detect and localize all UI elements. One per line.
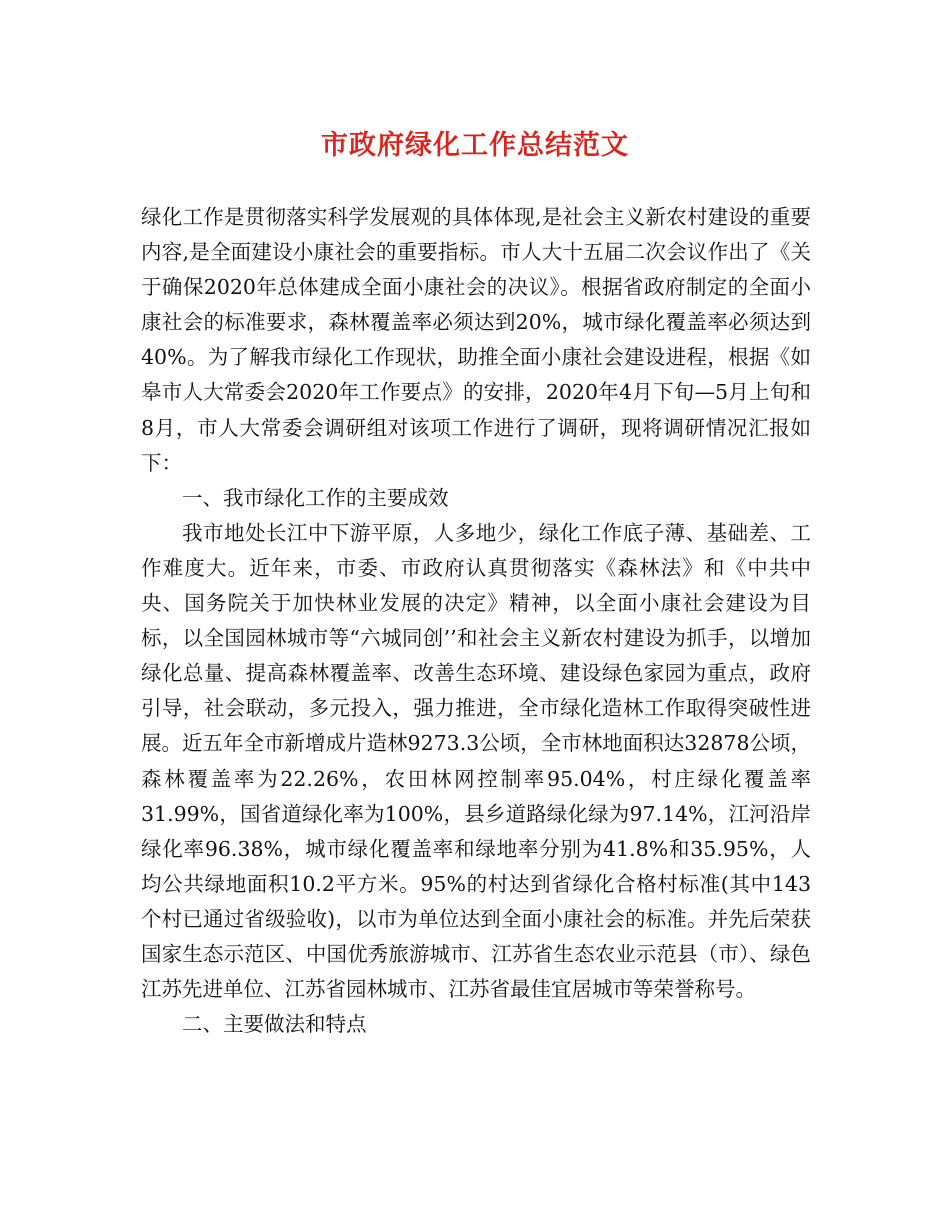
achievements-paragraph: 我市地处长江中下游平原，人多地少，绿化工作底子薄、基础差、工作难度大。近年来，市委、市政府认真贯彻落实《森林法》和《中共中央、国务院关于加快林业发展的决定》精神，以全面小康社会建设为目标，以全国园林城市等“六城同创’’和社会主义新农村建设为抓手，以增加绿化总量、提高森林覆盖率、改善生态环境、建设绿色家园为重点，政府引导，社会联动，多元投入，强力推进，全市绿化造林工作取得突破性进展。近五年全市新增成片造林9273.3公顷，全市林地面积达32878公顷，森林覆盖率为22.26%，农田林网控制率95.04%，村庄绿化覆盖率31.99%，国省道绿化率为100%，县乡道路绿化绿为97.14%，江河沿岸绿化率96.38%，城市绿化覆盖率和绿地率分别为41.8%和35.95%，人均公共绿地面积10.2平方米。95%的村达到省绿化合格村标准(其中143个村已通过省级验收)，以市为单位达到全面小康社会的标准。并先后荣获国家生态示范区、中国优秀旅游城市、江苏省生态农业示范县（市）、绿色江苏先进单位、江苏省园林城市、江苏省最佳宜居城市等荣誉称号。: [141, 520, 811, 1002]
document-title: 市政府绿化工作总结范文: [321, 130, 629, 161]
document-body: [141, 200, 811, 1042]
section-heading-achievements: 一、我市绿化工作的主要成效: [182, 485, 449, 510]
intro-paragraph: 绿化工作是贯彻落实科学发展观的具体体现,是社会主义新农村建设的重要内容,是全面建设小康社会的重要指标。市人大十五届二次会议作出了《关于确保2020年总体建成全面小康社会的决议》。根据省政府制定的全面小康社会的标准要求，森林覆盖率必须达到20%，城市绿化覆盖率必须达到40%。为了解我市绿化工作现状，助推全面小康社会建设进程，根据《如皋市人大常委会2020年工作要点》的安排，2020年4月下旬—5月上旬和8月，市人大常委会调研组对该项工作进行了调研，现将调研情况汇报如下：: [141, 205, 811, 475]
section-heading-methods: 二、主要做法和特点: [182, 1012, 367, 1037]
